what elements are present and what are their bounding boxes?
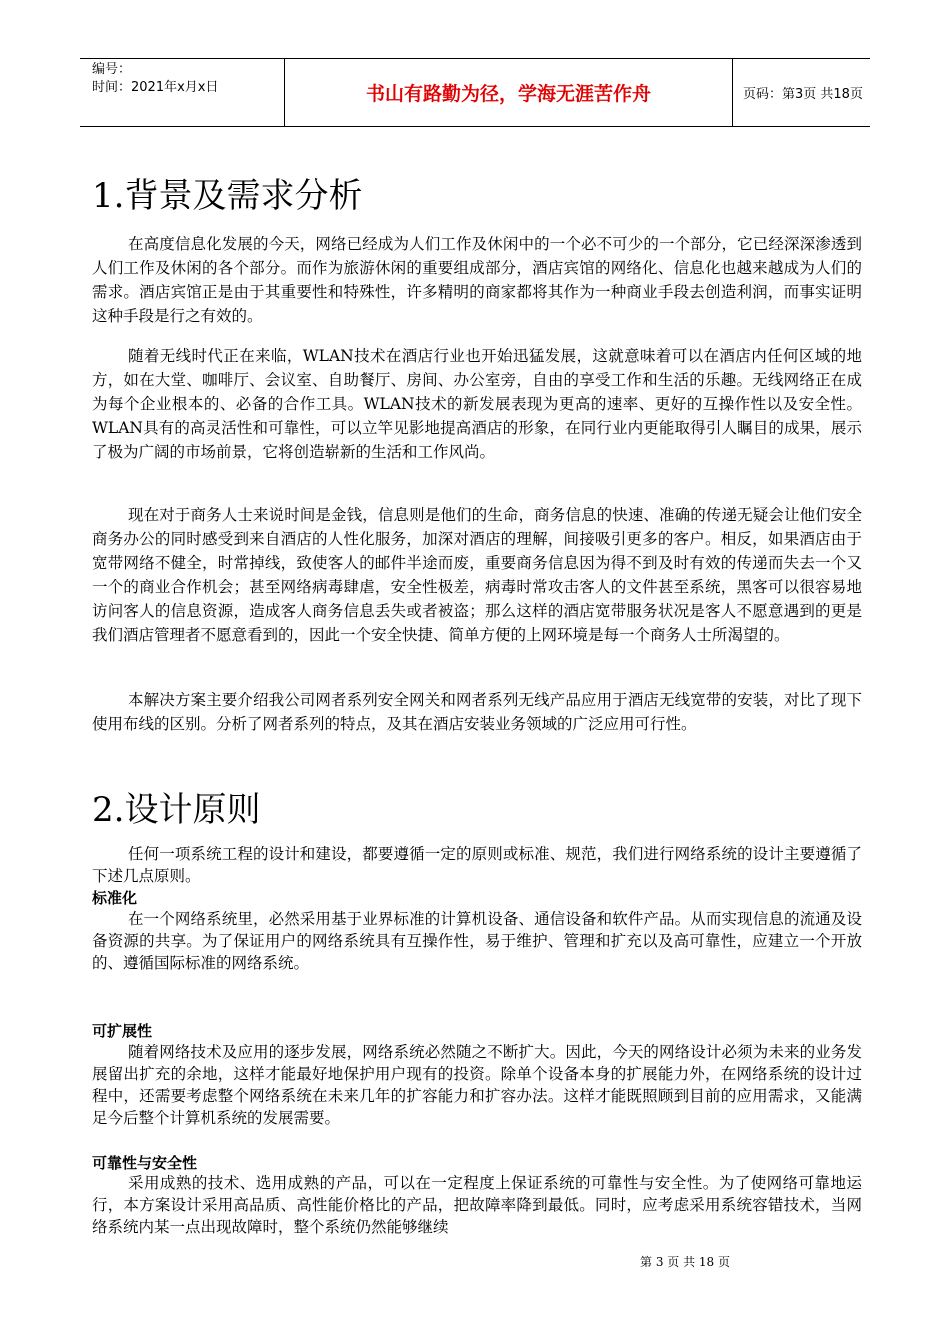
header-motto: 书山有路勤为径，学海无涯苦作舟 (285, 59, 733, 126)
header-meta-cell (80, 59, 285, 126)
principle-text: 采用成熟的技术、选用成熟的产品，可以在一定程度上保证系统的可靠性与安全性。为了使网络可靠地运行，本方案设计采用高品质、高性能价格比的产品，把故障率降到最低。同时，应考虑采用系统容错技术，当网络系统内某一点出现故障时，整个系统仍然能够继续 (92, 1174, 862, 1236)
paragraph: 本解决方案主要介绍我公司网者系列安全网关和网者系列无线产品应用于酒店无线宽带的安装，对比了现下使用布线的区别。分析了网者系列的特点，及其在酒店安装业务领域的广泛应用可行性。 (92, 691, 862, 733)
paragraph: 在高度信息化发展的今天，网络已经成为人们工作及休闲中的一个必不可少的一个部分，它已经深深渗透到人们工作及休闲的各个部分。而作为旅游休闲的重要组成部分，酒店宾馆的网络化、信息化也越来越成为人们的需求。酒店宾馆正是由于其重要性和特殊性，许多精明的商家都将其作为一种商业手段去创造利润，而事实证明这种手段是行之有效的。 (92, 235, 862, 325)
page-header (80, 58, 870, 127)
principle-heading: 可靠性与安全性 (92, 1154, 198, 1172)
paragraph: 任何一项系统工程的设计和建设，都要遵循一定的原则或标准、规范，我们进行网络系统的设计主要遵循了下述几点原则。 (92, 845, 862, 885)
header-page-info: 页码：第3页 共18页 (743, 87, 863, 102)
section-title: 1.背景及需求分析 (92, 176, 363, 216)
page-footer: 第 3 页 共 18 页 (640, 1255, 730, 1269)
principle-text: 随着网络技术及应用的逐步发展，网络系统必然随之不断扩大。因此，今天的网络设计必须为未来的业务发展留出扩充的余地，这样才能最好地保护用户现有的投资。除单个设备本身的扩展能力外，在网络系统的设计过程中，还需要考虑整个网络系统在未来几年的扩容能力和扩容办法。这样才能既照顾到目前的应用需求，又能满足今后整个计算机系统的发展需要。 (92, 1043, 862, 1127)
principle-text: 在一个网络系统里，必然采用基于业界标准的计算机设备、通信设备和软件产品。从而实现信息的流通及设备资源的共享。为了保证用户的网络系统具有互操作性，易于维护、管理和扩充以及高可靠性，应建立一个开放的、遵循国际标准的网络系统。 (92, 910, 862, 972)
principle-heading: 标准化 (92, 889, 138, 907)
paragraph: 随着无线时代正在来临，WLAN技术在酒店行业也开始迅猛发展，这就意味着可以在酒店内任何区域的地方，如在大堂、咖啡厅、会议室、自助餐厅、房间、办公室旁，自由的享受工作和生活的乐趣。无线网络正在成为每个企业根本的、必备的合作工具。WLAN技术的新发展表现为更高的速率、更好的互操作性以及安全性。WLAN具有的高灵活性和可靠性，可以立竿见影地提高酒店的形象，在同行业内更能取得引人瞩目的成果，展示了极为广阔的市场前景，它将创造崭新的生活和工作风尚。 (92, 347, 862, 461)
time-label: 时间：2021年x月x日 (92, 80, 219, 95)
paragraph: 现在对于商务人士来说时间是金钱，信息则是他们的生命，商务信息的快速、准确的传递无疑会让他们安全商务办公的同时感受到来自酒店的人性化服务，加深对酒店的理解，间接吸引更多的客户。相反，如果酒店由于宽带网络不健全，时常掉线，致使客人的邮件半途而废，重要商务信息因为得不到及时有效的传递而失去一个又一个的商业合作机会；甚至网络病毒肆虐，安全性极差，病毒时常攻击客人的文件甚至系统，黑客可以很容易地访问客人的信息资源，造成客人商务信息丢失或者被盗；那么这样的酒店宽带服务状况是客人不愿意遇到的更是我们酒店管理者不愿意看到的，因此一个安全快捷、简单方便的上网环境是每一个商务人士所渴望的。 (92, 506, 862, 644)
principle-heading: 可扩展性 (92, 1022, 153, 1040)
number-label: 编号： (92, 62, 132, 77)
section-title: 2.设计原则 (92, 790, 261, 830)
